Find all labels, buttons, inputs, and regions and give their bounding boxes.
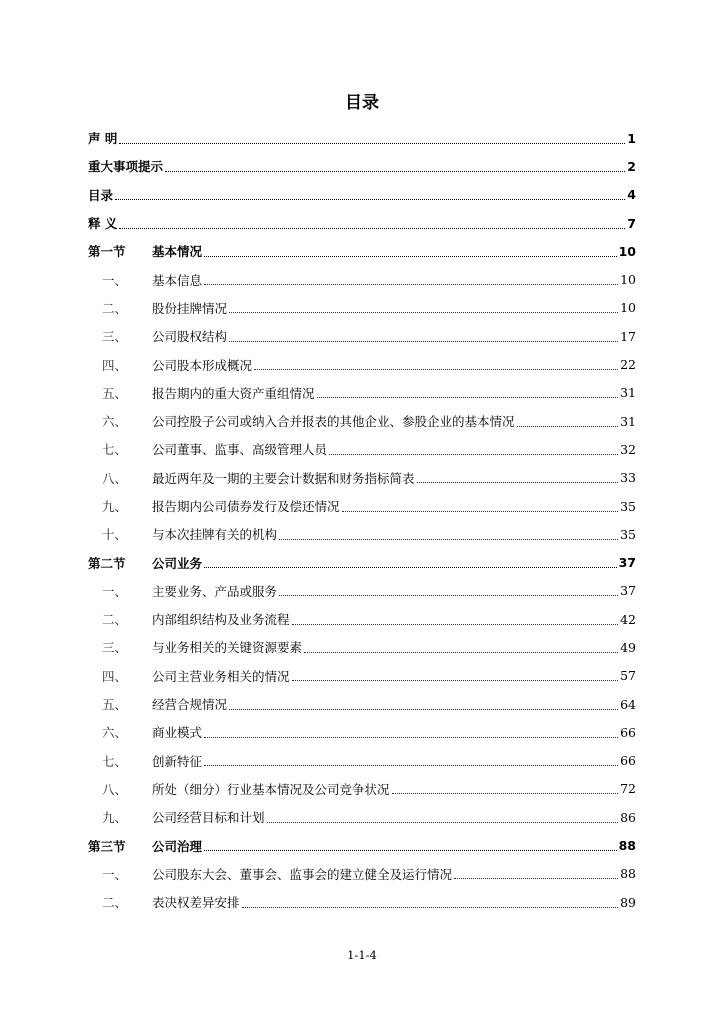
toc-entry[interactable] [88,662,636,690]
toc-entry-number: 四、 [102,357,128,373]
toc-entry-label: 股份挂牌情况 [152,300,228,316]
toc-entry-page: 86 [620,809,636,825]
toc-entry-number: 十、 [102,527,128,543]
toc-entry-page: 64 [620,696,636,712]
toc-entry-label: 公司治理 [152,838,203,854]
toc-entry-label: 创新特征 [152,753,203,769]
toc-entry-number: 二、 [102,612,128,628]
toc-dot-leader [204,284,618,285]
toc-entry-number: 二、 [102,895,128,911]
toc-entry-label: 基本情况 [152,244,203,260]
toc-entry-page: 10 [620,272,636,288]
toc-entry-page: 88 [618,838,636,854]
toc-entry-label: 表决权差异安排 [152,895,240,911]
toc-entry-label: 公司股东大会、董事会、监事会的建立健全及运行情况 [152,866,453,882]
toc-entry[interactable] [88,407,636,435]
toc-entry-label: 内部组织结构及业务流程 [152,612,290,628]
toc-dot-leader [279,539,618,540]
toc-entry-label: 所处（细分）行业基本情况及公司竞争状况 [152,781,390,797]
toc-entry[interactable] [88,520,636,548]
toc-dot-leader [204,256,617,257]
toc-dot-leader [279,595,618,596]
toc-entry-number: 八、 [102,781,128,797]
toc-entry-page: 49 [620,639,636,655]
toc-entry-number: 六、 [102,414,128,430]
toc-dot-leader [304,652,618,653]
toc-entry[interactable] [88,577,636,605]
toc-entry-number: 第三节 [88,838,126,854]
toc-entry-label: 与业务相关的关键资源要素 [152,640,303,656]
toc-entry-label: 公司经营目标和计划 [152,810,265,826]
toc-dot-leader [119,228,625,229]
toc-entry-page: 4 [627,187,636,203]
toc-dot-leader [292,680,619,681]
toc-entry-page: 37 [620,583,636,599]
toc-dot-leader [204,765,618,766]
toc-entry-label: 经营合规情况 [152,697,228,713]
toc-entry[interactable] [88,322,636,350]
toc-entry-page: 7 [627,215,636,231]
toc-entry[interactable] [88,237,636,265]
toc-entry[interactable] [88,435,636,463]
toc-entry[interactable] [88,124,636,152]
toc-entry-number: 六、 [102,725,128,741]
toc-entry-label: 公司董事、监事、高级管理人员 [152,442,328,458]
toc-entry[interactable] [88,265,636,293]
toc-dot-leader [329,454,618,455]
toc-entry-label: 报告期内的重大资产重组情况 [152,385,315,401]
toc-entry[interactable] [88,294,636,322]
toc-dot-leader [204,737,618,738]
toc-entry-label: 与本次挂牌有关的机构 [152,527,278,543]
toc-entry-number: 五、 [102,697,128,713]
toc-entry[interactable] [88,718,636,746]
toc-entry-label: 释 义 [88,216,118,232]
toc-entry[interactable] [88,860,636,888]
toc-entry-number: 三、 [102,329,128,345]
toc-entry[interactable] [88,492,636,520]
toc-dot-leader [242,907,619,908]
toc-dot-leader [267,822,619,823]
toc-entry-label: 公司股本形成概况 [152,357,253,373]
toc-dot-leader [229,709,618,710]
toc-entry[interactable] [88,605,636,633]
table-of-contents [88,124,636,916]
page-number-footer: 1-1-4 [347,948,377,962]
toc-entry-page: 22 [620,357,636,373]
toc-dot-leader [292,624,619,625]
toc-entry-number: 五、 [102,385,128,401]
toc-entry-page: 35 [620,498,636,514]
toc-entry-page: 66 [620,724,636,740]
toc-entry[interactable] [88,888,636,916]
toc-dot-leader [254,369,618,370]
toc-entry-number: 二、 [102,300,128,316]
toc-entry-number: 一、 [102,583,128,599]
toc-entry[interactable] [88,633,636,661]
toc-entry-number: 七、 [102,442,128,458]
toc-dot-leader [392,793,619,794]
toc-entry-page: 31 [620,385,636,401]
toc-dot-leader [119,143,625,144]
toc-entry-label: 报告期内公司债券发行及偿还情况 [152,499,340,514]
toc-entry-page: 10 [620,300,636,316]
toc-dot-leader [229,341,618,342]
toc-entry[interactable] [88,379,636,407]
toc-entry[interactable] [88,350,636,378]
toc-entry-page: 66 [620,753,636,769]
toc-entry[interactable] [88,747,636,775]
toc-entry[interactable] [88,152,636,180]
toc-entry[interactable] [88,181,636,209]
toc-entry-number: 一、 [102,272,128,288]
toc-entry-number: 第一节 [88,244,126,260]
toc-entry-number: 七、 [102,753,128,769]
toc-dot-leader [454,878,618,879]
toc-entry-page: 32 [620,441,636,457]
page-title: 目录 [345,93,379,113]
toc-entry-page: 35 [620,526,636,542]
toc-entry-number: 第二节 [88,555,126,571]
toc-dot-leader [517,426,619,427]
toc-entry-label: 公司业务 [152,555,203,571]
toc-entry[interactable] [88,831,636,859]
toc-entry-page: 57 [620,668,636,684]
toc-entry-page: 2 [627,158,636,174]
toc-entry-page: 88 [620,866,636,882]
toc-dot-leader [342,511,619,512]
toc-dot-leader [204,850,617,851]
toc-entry-number: 四、 [102,668,128,684]
toc-entry-page: 33 [620,470,636,486]
toc-entry-label: 公司控股子公司或纳入合并报表的其他企业、参股企业的基本情况 [152,414,515,430]
toc-entry-number: 九、 [102,810,128,826]
toc-entry-label: 主要业务、产品或服务 [152,583,278,599]
toc-entry-number: 三、 [102,640,128,656]
toc-entry-page: 89 [620,894,636,910]
toc-entry[interactable] [88,209,636,237]
toc-entry-page: 17 [620,328,636,344]
toc-entry-page: 31 [620,413,636,429]
toc-entry[interactable] [88,803,636,831]
toc-entry-number: 九、 [102,499,128,514]
toc-entry-label: 基本信息 [152,272,203,288]
toc-entry-page: 72 [620,781,636,797]
toc-entry[interactable] [88,690,636,718]
toc-dot-leader [229,312,618,313]
toc-entry-page: 10 [618,243,636,259]
toc-dot-leader [115,199,625,200]
toc-entry-label: 重大事项提示 [88,159,164,175]
toc-entry-page: 42 [620,611,636,627]
toc-dot-leader [204,567,617,568]
toc-entry-page: 1 [627,130,636,146]
toc-entry-label: 最近两年及一期的主要会计数据和财务指标简表 [152,470,415,486]
toc-entry-label: 商业模式 [152,725,203,741]
toc-entry[interactable] [88,464,636,492]
toc-entry[interactable] [88,775,636,803]
toc-dot-leader [317,397,619,398]
toc-entry-page: 37 [618,555,636,571]
toc-entry-label: 公司股权结构 [152,329,228,345]
toc-entry-number: 一、 [102,866,128,882]
toc-dot-leader [417,482,619,483]
toc-entry[interactable] [88,548,636,576]
toc-dot-leader [165,171,625,172]
toc-entry-label: 目录 [88,187,114,203]
toc-entry-label: 声 明 [88,131,118,147]
toc-entry-number: 八、 [102,470,128,486]
toc-entry-label: 公司主营业务相关的情况 [152,668,290,684]
